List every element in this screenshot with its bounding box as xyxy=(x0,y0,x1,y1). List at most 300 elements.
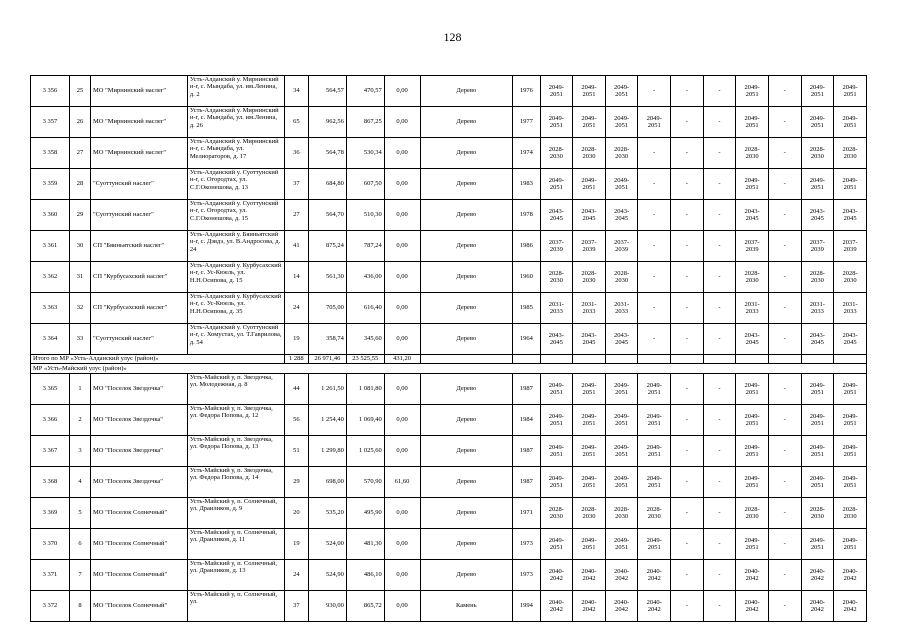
build-year: 1971 xyxy=(513,498,540,529)
org-name: СП "Курбусахский наслег" xyxy=(91,293,188,324)
repair-period: 2043-2045 xyxy=(801,324,834,355)
table-body-b xyxy=(31,374,867,622)
repair-period: 2028-2030 xyxy=(801,138,834,169)
org-name: СП "Курбусахский наслег" xyxy=(91,262,188,293)
row-id: 3 363 xyxy=(31,293,70,324)
row-id: 3 359 xyxy=(31,169,70,200)
repair-period: - xyxy=(638,324,671,355)
repair-period: - xyxy=(703,436,736,467)
floors-value: 37 xyxy=(284,591,308,622)
build-year: 1986 xyxy=(513,231,540,262)
repair-period: 2049-2051 xyxy=(834,169,867,200)
repair-period: - xyxy=(638,293,671,324)
repair-period: 2043-2045 xyxy=(540,324,573,355)
repair-period: - xyxy=(703,262,736,293)
wall-material: Дерево xyxy=(420,231,513,262)
page-number: 128 xyxy=(443,30,462,44)
repair-period: 2037-2039 xyxy=(834,231,867,262)
area-other: 0,00 xyxy=(384,138,420,169)
repair-period: - xyxy=(768,76,801,107)
area-total: 564,57 xyxy=(308,76,346,107)
row-number: 29 xyxy=(69,200,90,231)
build-year: 1973 xyxy=(513,560,540,591)
repair-period: 2049-2051 xyxy=(638,374,671,405)
repair-period: 2043-2045 xyxy=(834,324,867,355)
build-year: 1987 xyxy=(513,467,540,498)
repair-period: 2049-2051 xyxy=(573,107,606,138)
repair-period: 2049-2051 xyxy=(573,405,606,436)
section-heading: МР «Усть-Майский улус (район)» xyxy=(31,364,867,374)
table-row xyxy=(31,200,867,231)
repair-period: 2049-2051 xyxy=(638,436,671,467)
repair-period: 2028-2030 xyxy=(736,262,769,293)
repair-period: 2049-2051 xyxy=(834,436,867,467)
build-year: 1985 xyxy=(513,293,540,324)
repair-period: - xyxy=(768,467,801,498)
area-living: 607,50 xyxy=(346,169,384,200)
row-number: 7 xyxy=(69,560,90,591)
repair-period: 2049-2051 xyxy=(605,467,638,498)
repair-period: 2049-2051 xyxy=(801,405,834,436)
wall-material: Дерево xyxy=(420,529,513,560)
table-row xyxy=(31,560,867,591)
repair-period: - xyxy=(768,262,801,293)
repair-period: 2049-2051 xyxy=(736,405,769,436)
repair-period: - xyxy=(768,200,801,231)
repair-period: 2040-2042 xyxy=(573,560,606,591)
repair-period: 2040-2042 xyxy=(834,591,867,622)
repair-period: - xyxy=(671,529,704,560)
subtotal-row xyxy=(31,355,867,364)
address: Усть-Алданский у. Курбусахский н-г, с. Ус-Кюель, ул. Н.Н.Осипова, д. 15 xyxy=(187,262,284,293)
repair-period: 2040-2042 xyxy=(736,560,769,591)
repair-period: - xyxy=(638,169,671,200)
repair-period: 2049-2051 xyxy=(605,436,638,467)
repair-period: 2049-2051 xyxy=(540,374,573,405)
table-row xyxy=(31,262,867,293)
org-name: "Суоттунский наслег" xyxy=(91,324,188,355)
repair-period: - xyxy=(671,467,704,498)
row-id: 3 357 xyxy=(31,107,70,138)
floors-value: 29 xyxy=(284,467,308,498)
row-number: 32 xyxy=(69,293,90,324)
floors-value: 34 xyxy=(284,76,308,107)
area-total: 564,70 xyxy=(308,200,346,231)
wall-material: Дерево xyxy=(420,107,513,138)
row-number: 1 xyxy=(69,374,90,405)
build-year: 1978 xyxy=(513,200,540,231)
area-total: 535,20 xyxy=(308,498,346,529)
area-total: 705,00 xyxy=(308,293,346,324)
row-id: 3 360 xyxy=(31,200,70,231)
repair-period: - xyxy=(638,262,671,293)
row-id: 3 368 xyxy=(31,467,70,498)
repair-period: 2049-2051 xyxy=(638,107,671,138)
repair-period: 2049-2051 xyxy=(573,467,606,498)
org-name: СП "Бяиньятский наслег" xyxy=(91,231,188,262)
repair-period: 2028-2030 xyxy=(605,138,638,169)
repair-period: 2049-2051 xyxy=(638,467,671,498)
repair-period: 2049-2051 xyxy=(540,467,573,498)
wall-material: Дерево xyxy=(420,405,513,436)
repair-period: 2043-2045 xyxy=(801,200,834,231)
repair-period: 2049-2051 xyxy=(834,76,867,107)
repair-period: 2040-2042 xyxy=(736,591,769,622)
row-number: 5 xyxy=(69,498,90,529)
repair-period: 2037-2039 xyxy=(736,231,769,262)
repair-period: 2049-2051 xyxy=(801,467,834,498)
area-living: 616,40 xyxy=(346,293,384,324)
area-total: 564,78 xyxy=(308,138,346,169)
floors-value: 19 xyxy=(284,324,308,355)
row-id: 3 366 xyxy=(31,405,70,436)
repair-period: 2028-2030 xyxy=(573,498,606,529)
build-year: 1994 xyxy=(513,591,540,622)
address: Усть-Алданский у. Суоттунский н-г, с. Огородтах, ул. С.Г.Оконешова, д. 15 xyxy=(187,200,284,231)
floors-value: 37 xyxy=(284,169,308,200)
address: Усть-Майский у, п. Звездочка, ул. Федора Попова, д. 12 xyxy=(187,405,284,436)
row-id: 3 356 xyxy=(31,76,70,107)
subtotal-area-other: 431,20 xyxy=(384,355,420,364)
floors-value: 44 xyxy=(284,374,308,405)
repair-period: - xyxy=(671,591,704,622)
repair-period: 2028-2030 xyxy=(834,138,867,169)
repair-period: 2049-2051 xyxy=(801,169,834,200)
wall-material: Дерево xyxy=(420,262,513,293)
repair-period: 2043-2045 xyxy=(605,324,638,355)
area-total: 962,56 xyxy=(308,107,346,138)
repair-period: 2040-2042 xyxy=(801,591,834,622)
address: Усть-Майский у, п. Солнечный, ул. Драиликов, д. 9 xyxy=(187,498,284,529)
repair-period: 2049-2051 xyxy=(736,76,769,107)
area-other: 61,60 xyxy=(384,467,420,498)
area-other: 0,00 xyxy=(384,293,420,324)
org-name: МО "Мирнинский наслег" xyxy=(91,107,188,138)
repair-period: - xyxy=(703,293,736,324)
wall-material: Дерево xyxy=(420,138,513,169)
row-number: 6 xyxy=(69,529,90,560)
address: Усть-Алданский у. Бяиньятский н-г, с. Дэвдэ, ул. В.Андросова, д. 24 xyxy=(187,231,284,262)
floors-value: 14 xyxy=(284,262,308,293)
repair-period: - xyxy=(638,76,671,107)
repair-period: 2040-2042 xyxy=(638,591,671,622)
repair-period: 2043-2045 xyxy=(573,324,606,355)
row-number: 33 xyxy=(69,324,90,355)
repair-period: 2049-2051 xyxy=(834,405,867,436)
repair-period: - xyxy=(671,374,704,405)
repair-period: 2049-2051 xyxy=(540,436,573,467)
repair-period: - xyxy=(671,200,704,231)
table-row xyxy=(31,231,867,262)
area-other: 0,00 xyxy=(384,231,420,262)
repair-period: 2028-2030 xyxy=(801,498,834,529)
row-number: 3 xyxy=(69,436,90,467)
repair-period: 2028-2030 xyxy=(540,138,573,169)
repair-period: - xyxy=(703,498,736,529)
build-year: 1973 xyxy=(513,529,540,560)
address: Усть-Алданский у. Мирнинский н-г, с. Мындаба, ул. Мелиораторов, д. 17 xyxy=(187,138,284,169)
repair-period: 2049-2051 xyxy=(540,107,573,138)
repair-period: 2028-2030 xyxy=(736,498,769,529)
build-year: 1983 xyxy=(513,169,540,200)
repair-period: - xyxy=(703,200,736,231)
table-row xyxy=(31,498,867,529)
repair-period: - xyxy=(768,498,801,529)
repair-period: 2049-2051 xyxy=(736,467,769,498)
address: Усть-Алданский у. Мирнинский н-г, с. Мындаба, ул. им.Ленина, д. 26 xyxy=(187,107,284,138)
repair-period: - xyxy=(703,405,736,436)
table-row xyxy=(31,138,867,169)
area-other: 0,00 xyxy=(384,529,420,560)
row-id: 3 361 xyxy=(31,231,70,262)
repair-period: - xyxy=(671,324,704,355)
table-row xyxy=(31,591,867,622)
repair-period: 2049-2051 xyxy=(736,169,769,200)
row-number: 31 xyxy=(69,262,90,293)
repair-period: - xyxy=(671,107,704,138)
build-year: 1987 xyxy=(513,436,540,467)
address: Усть-Майский у, п. Звездочка, ул. Федора Попова, д. 14 xyxy=(187,467,284,498)
org-name: МО "Поселок Звездочка" xyxy=(91,405,188,436)
repair-period: - xyxy=(703,374,736,405)
repair-period: 2031-2033 xyxy=(540,293,573,324)
repair-period: 2049-2051 xyxy=(834,529,867,560)
floors-value: 36 xyxy=(284,138,308,169)
repair-period: - xyxy=(768,169,801,200)
area-other: 0,00 xyxy=(384,591,420,622)
repair-period: - xyxy=(671,436,704,467)
repair-period: 2028-2030 xyxy=(638,498,671,529)
repair-period: 2037-2039 xyxy=(605,231,638,262)
table-row xyxy=(31,76,867,107)
repair-period: 2040-2042 xyxy=(638,560,671,591)
repair-period: 2049-2051 xyxy=(540,76,573,107)
repair-period: 2031-2033 xyxy=(573,293,606,324)
housing-repair-table xyxy=(30,75,867,622)
org-name: МО "Поселок Солнечный" xyxy=(91,529,188,560)
address: Усть-Алданский у. Суоттунский н-г, с. Хомустах, ул. Т.Гаврилова, д. 54 xyxy=(187,324,284,355)
wall-material: Дерево xyxy=(420,169,513,200)
area-living: 436,00 xyxy=(346,262,384,293)
repair-period: 2040-2042 xyxy=(605,560,638,591)
repair-period: 2031-2033 xyxy=(801,293,834,324)
wall-material: Дерево xyxy=(420,293,513,324)
repair-period: - xyxy=(671,293,704,324)
address: Усть-Майский у, п. Солнечный, ул. xyxy=(187,591,284,622)
area-living: 1 081,80 xyxy=(346,374,384,405)
repair-period: - xyxy=(703,169,736,200)
repair-period: 2049-2051 xyxy=(573,436,606,467)
build-year: 1984 xyxy=(513,405,540,436)
repair-period: - xyxy=(703,467,736,498)
area-total: 698,00 xyxy=(308,467,346,498)
row-id: 3 372 xyxy=(31,591,70,622)
repair-period: 2049-2051 xyxy=(736,529,769,560)
row-number: 26 xyxy=(69,107,90,138)
repair-period: 2043-2045 xyxy=(736,200,769,231)
address: Усть-Алданский у. Мирнинский н-г, с. Мындаба, ул. им.Ленина, д. 2 xyxy=(187,76,284,107)
floors-value: 24 xyxy=(284,560,308,591)
repair-period: 2028-2030 xyxy=(834,498,867,529)
row-number: 27 xyxy=(69,138,90,169)
row-id: 3 358 xyxy=(31,138,70,169)
repair-period: 2031-2033 xyxy=(834,293,867,324)
table-row xyxy=(31,169,867,200)
row-id: 3 365 xyxy=(31,374,70,405)
floors-value: 24 xyxy=(284,293,308,324)
repair-period: - xyxy=(638,200,671,231)
org-name: "Суоттунский наслег" xyxy=(91,169,188,200)
row-number: 8 xyxy=(69,591,90,622)
build-year: 1977 xyxy=(513,107,540,138)
table-row xyxy=(31,374,867,405)
repair-period: 2043-2045 xyxy=(540,200,573,231)
repair-period: 2049-2051 xyxy=(605,374,638,405)
wall-material: Дерево xyxy=(420,498,513,529)
repair-period: 2040-2042 xyxy=(605,591,638,622)
area-total: 1 261,50 xyxy=(308,374,346,405)
org-name: МО "Поселок Солнечный" xyxy=(91,591,188,622)
row-id: 3 364 xyxy=(31,324,70,355)
area-living: 486,10 xyxy=(346,560,384,591)
area-total: 1 299,80 xyxy=(308,436,346,467)
repair-period: - xyxy=(703,529,736,560)
area-living: 570,90 xyxy=(346,467,384,498)
repair-period: 2037-2039 xyxy=(573,231,606,262)
table-row xyxy=(31,293,867,324)
repair-period: 2049-2051 xyxy=(605,405,638,436)
build-year: 1976 xyxy=(513,76,540,107)
repair-period: 2049-2051 xyxy=(801,76,834,107)
area-other: 0,00 xyxy=(384,169,420,200)
repair-period: 2028-2030 xyxy=(573,138,606,169)
org-name: МО "Мирнинский наслег" xyxy=(91,76,188,107)
repair-period: 2040-2042 xyxy=(540,560,573,591)
table-row xyxy=(31,529,867,560)
table-body-a xyxy=(31,76,867,355)
repair-period: - xyxy=(768,231,801,262)
repair-period: 2049-2051 xyxy=(834,467,867,498)
wall-material: Дерево xyxy=(420,560,513,591)
table-row xyxy=(31,436,867,467)
section-row xyxy=(31,364,867,374)
table-body-mid xyxy=(31,355,867,374)
area-total: 561,30 xyxy=(308,262,346,293)
repair-period: 2031-2033 xyxy=(736,293,769,324)
floors-value: 65 xyxy=(284,107,308,138)
wall-material: Камень xyxy=(420,591,513,622)
repair-period: - xyxy=(671,560,704,591)
repair-period: - xyxy=(671,405,704,436)
area-living: 865,72 xyxy=(346,591,384,622)
org-name: МО "Поселок Солнечный" xyxy=(91,560,188,591)
repair-period: 2049-2051 xyxy=(834,374,867,405)
area-other: 0,00 xyxy=(384,560,420,591)
area-other: 0,00 xyxy=(384,107,420,138)
build-year: 1974 xyxy=(513,138,540,169)
area-living: 495,90 xyxy=(346,498,384,529)
address: Усть-Алданский у. Суоттунский н-г, с. Огородтах, ул. С.Г.Оконешова, д. 13 xyxy=(187,169,284,200)
repair-period: - xyxy=(638,138,671,169)
repair-period: - xyxy=(703,324,736,355)
repair-period: 2040-2042 xyxy=(834,560,867,591)
table-row xyxy=(31,324,867,355)
repair-period: 2049-2051 xyxy=(638,405,671,436)
address: Усть-Майский у, п. Звездочка, ул. Федора Попова, д. 13 xyxy=(187,436,284,467)
area-other: 0,00 xyxy=(384,436,420,467)
repair-period: - xyxy=(768,436,801,467)
area-living: 1 069,40 xyxy=(346,405,384,436)
repair-period: 2040-2042 xyxy=(540,591,573,622)
repair-period: - xyxy=(671,498,704,529)
repair-period: - xyxy=(703,560,736,591)
wall-material: Дерево xyxy=(420,324,513,355)
repair-period: - xyxy=(768,324,801,355)
address: Усть-Майский у, п. Солнечный, ул. Драиликов, д. 11 xyxy=(187,529,284,560)
area-living: 530,34 xyxy=(346,138,384,169)
row-number: 2 xyxy=(69,405,90,436)
area-other: 0,00 xyxy=(384,262,420,293)
repair-period: 2049-2051 xyxy=(638,529,671,560)
area-living: 481,30 xyxy=(346,529,384,560)
area-other: 0,00 xyxy=(384,200,420,231)
floors-value: 19 xyxy=(284,529,308,560)
repair-period: 2049-2051 xyxy=(801,107,834,138)
wall-material: Дерево xyxy=(420,76,513,107)
repair-period: 2049-2051 xyxy=(736,374,769,405)
repair-period: 2028-2030 xyxy=(605,498,638,529)
repair-period: 2049-2051 xyxy=(834,107,867,138)
row-number: 25 xyxy=(69,76,90,107)
address: Усть-Алданский у. Курбусахский н-г, с. Ус-Кюель, ул. Н.Н.Осипова, д. 35 xyxy=(187,293,284,324)
repair-period: 2049-2051 xyxy=(801,436,834,467)
repair-period: 2049-2051 xyxy=(605,107,638,138)
area-other: 0,00 xyxy=(384,76,420,107)
table-row xyxy=(31,107,867,138)
area-other: 0,00 xyxy=(384,324,420,355)
row-number: 4 xyxy=(69,467,90,498)
repair-period: 2049-2051 xyxy=(540,169,573,200)
subtotal-area-living: 23 525,55 xyxy=(346,355,384,364)
address: Усть-Майский у, п. Солнечный, ул. Драиликов, д. 13 xyxy=(187,560,284,591)
address: Усть-Майский у, п. Звездочка, ул. Молодежная, д. 8 xyxy=(187,374,284,405)
area-total: 358,74 xyxy=(308,324,346,355)
area-living: 1 025,60 xyxy=(346,436,384,467)
repair-period: - xyxy=(671,262,704,293)
area-total: 524,90 xyxy=(308,560,346,591)
area-living: 787,24 xyxy=(346,231,384,262)
floors-value: 27 xyxy=(284,200,308,231)
wall-material: Дерево xyxy=(420,200,513,231)
build-year: 1987 xyxy=(513,374,540,405)
area-total: 875,24 xyxy=(308,231,346,262)
repair-period: 2049-2051 xyxy=(540,529,573,560)
repair-period: 2028-2030 xyxy=(573,262,606,293)
repair-period: 2040-2042 xyxy=(573,591,606,622)
repair-period: - xyxy=(703,231,736,262)
floors-value: 56 xyxy=(284,405,308,436)
org-name: МО "Поселок Звездочка" xyxy=(91,374,188,405)
area-living: 345,60 xyxy=(346,324,384,355)
repair-period: 2049-2051 xyxy=(801,374,834,405)
repair-period: 2031-2033 xyxy=(605,293,638,324)
repair-period: - xyxy=(768,107,801,138)
repair-period: 2049-2051 xyxy=(573,169,606,200)
row-id: 3 362 xyxy=(31,262,70,293)
repair-period: 2049-2051 xyxy=(736,107,769,138)
repair-period: 2028-2030 xyxy=(834,262,867,293)
build-year: 1960 xyxy=(513,262,540,293)
